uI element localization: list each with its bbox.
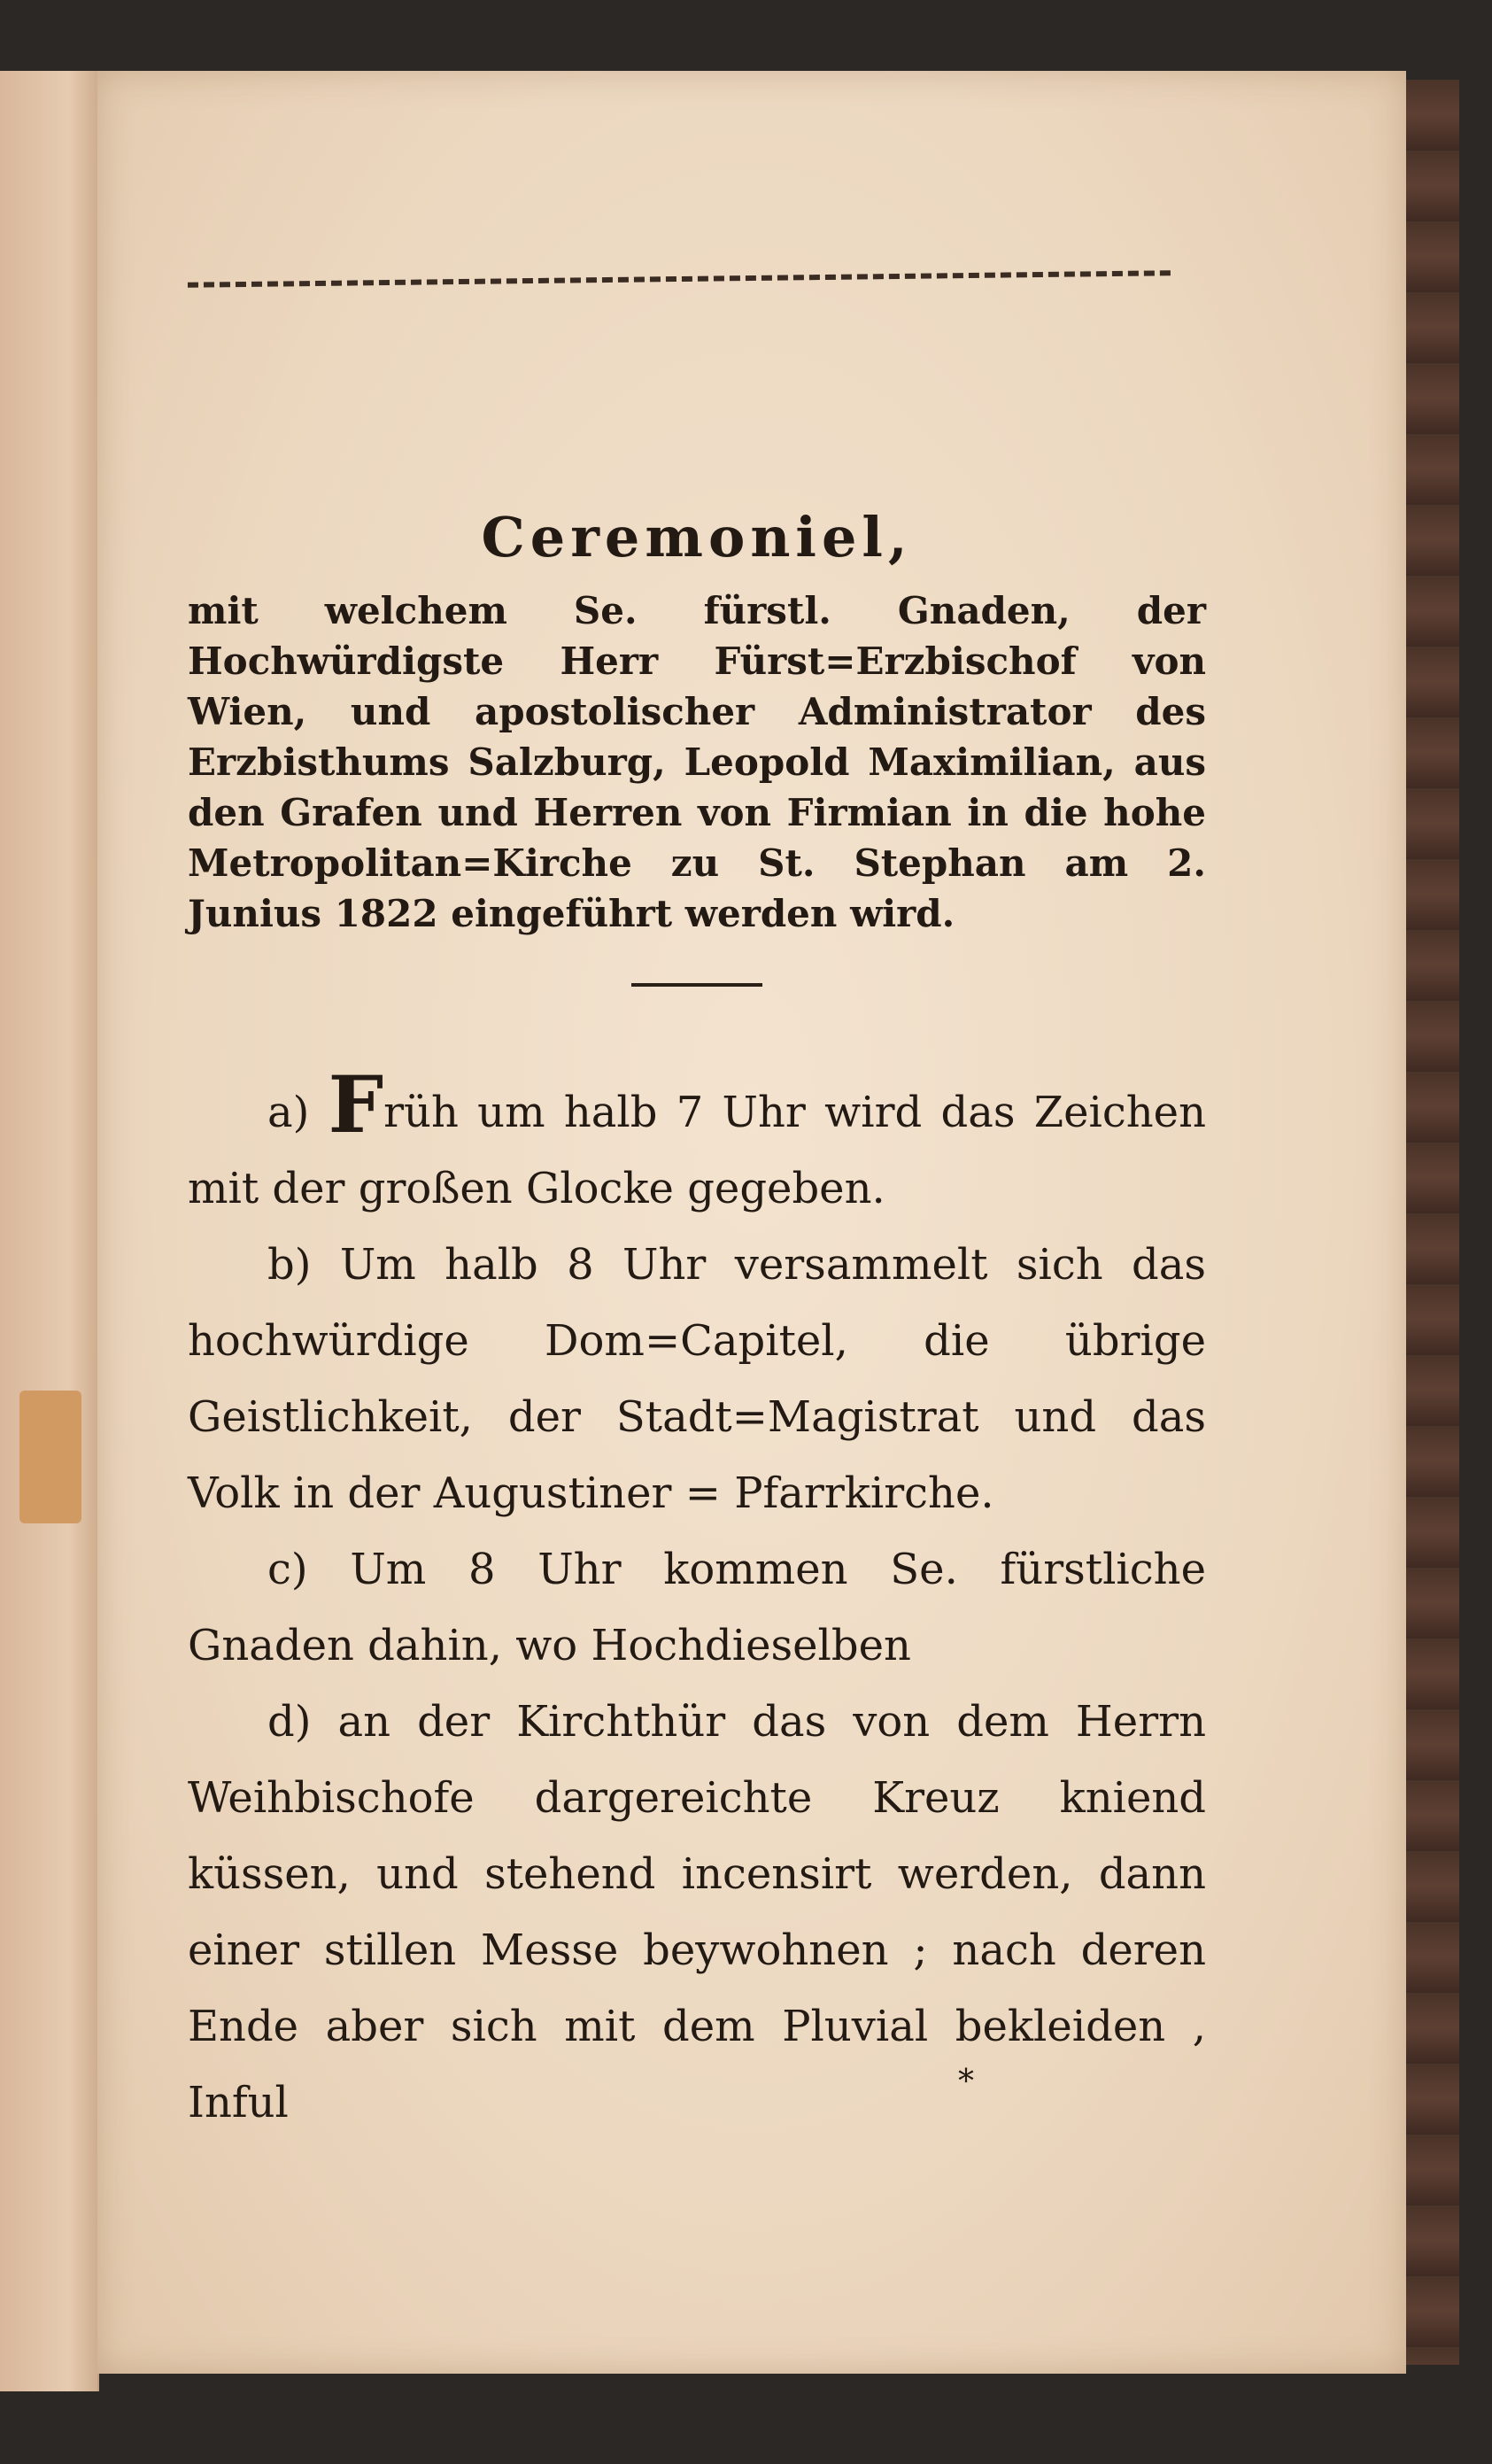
book-spine-edge bbox=[1403, 80, 1459, 2365]
paragraph-label: b) bbox=[267, 1240, 312, 1290]
left-page-edge bbox=[0, 71, 99, 2391]
paragraph-c bbox=[188, 1531, 1206, 1684]
body-text bbox=[188, 1058, 1207, 2141]
paragraph-d bbox=[188, 1684, 1206, 2141]
paragraph-label: a) bbox=[267, 1088, 310, 1137]
paragraph-text: an der Kirchthür das von dem Herrn Weihbischofe dargereichte Kreuz kniend küssen, und stehend incensirt werden, dann einer stillen Messe beywohnen ; nach deren Ende aber sich mit dem Pluvial bekleiden , Inful bbox=[188, 1697, 1206, 2127]
paragraph-text: Um 8 Uhr kommen Se. fürstliche Gnaden dahin, wo Hochdieselben bbox=[188, 1545, 1206, 1670]
paragraph-a bbox=[188, 1058, 1206, 1227]
paragraph-text: rüh um halb 7 Uhr wird das Zeichen mit der großen Glocke gegeben. bbox=[188, 1088, 1206, 1213]
subtitle: mit welchem Se. fürstl. Gnaden, der Hochwürdigste Herr Fürst=Erzbischof von Wien, und apostolischer Administrator des Erzbisthums Salzburg, Leopold Maximilian, aus den Grafen und Herren von Firmian in die hohe Metropolitan=Kirche zu St. Stephan am 2. Junius 1822 eingeführt werden wird. bbox=[188, 589, 1206, 935]
signature-mark: * bbox=[958, 2064, 974, 2100]
page-title: Ceremoniel, bbox=[481, 505, 913, 570]
section-divider bbox=[631, 983, 762, 987]
paragraph-text: Um halb 8 Uhr versammelt sich das hochwürdige Dom=Capitel, die übrige Geistlichkeit, der Stadt=Magistrat und das Volk in der Augustiner = Pfarrkirche. bbox=[188, 1240, 1207, 1518]
paragraph-b bbox=[188, 1227, 1206, 1531]
paper-tab bbox=[19, 1391, 81, 1523]
page-content bbox=[188, 505, 1206, 2141]
paragraph-label: c) bbox=[267, 1545, 308, 1594]
paragraph-label: d) bbox=[267, 1697, 312, 1747]
initial-capital: F bbox=[328, 1058, 384, 1151]
